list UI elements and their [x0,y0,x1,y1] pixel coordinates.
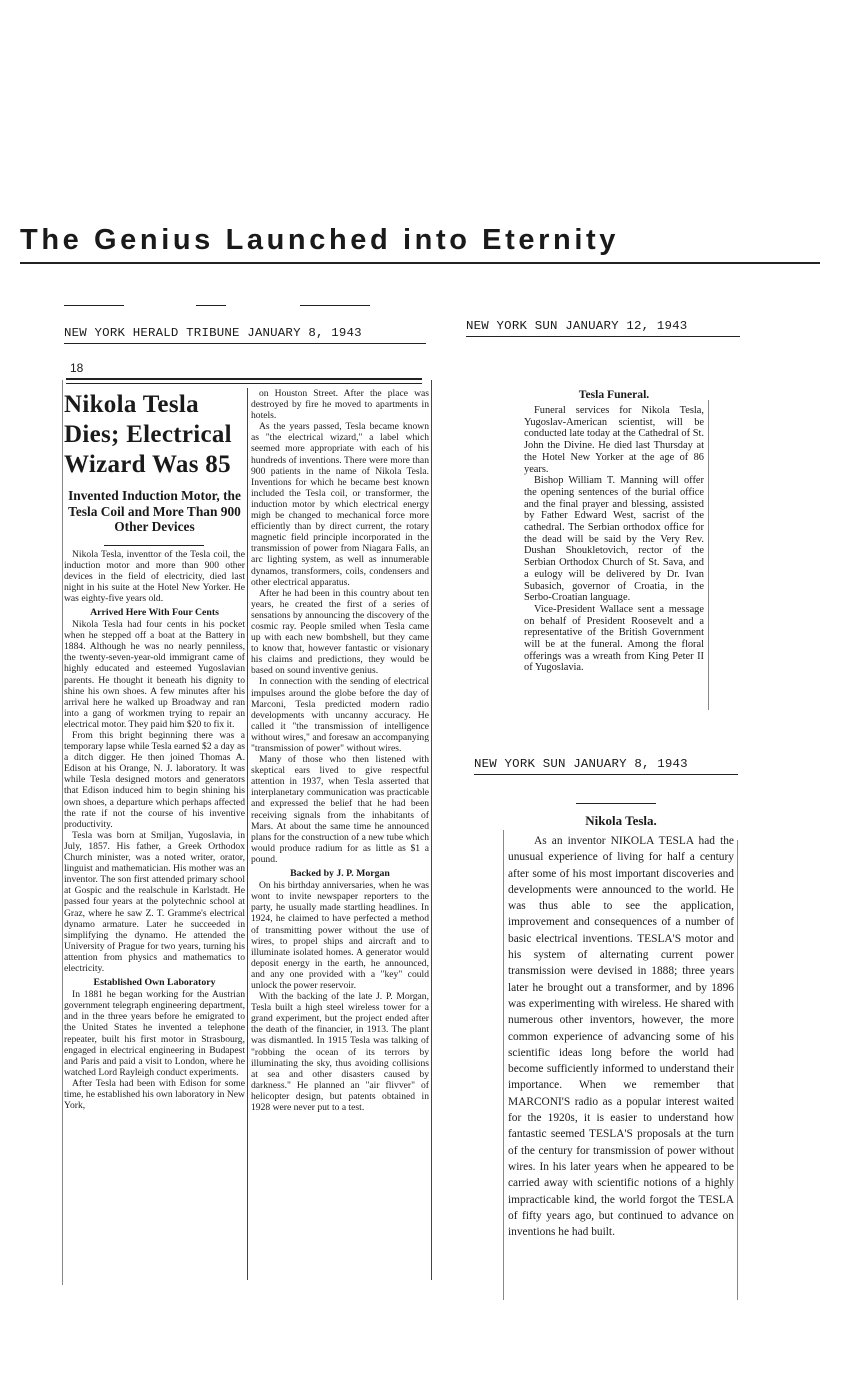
clipping-right-edge [431,380,432,1280]
herald-source-label: NEW YORK HERALD TRIBUNE JANUARY 8, 1943 [64,326,362,340]
paragraph: Nikola Tesla had four cents in his pocket when he stepped off a boat at the Battery in 1884. Although he was no nearly penniless, the twenty-seven-year-old immigrant came of highly educated and esteemed Yugoslavian parents. He thought it beneath his dignity to shine his own shoes. A few minutes after his arrival here he walked up Broadway and ran into a gang of workmen trying to repair an electrical motor. They paid him $20 to fix it. [64,619,245,730]
herald-left-column [64,390,245,1139]
sun-editorial-body [508,833,734,1303]
sun-editorial-clipping [508,813,734,1303]
paragraph: on Houston Street. After the place was destroyed by fire he moved to apartments in hotels. [251,388,429,422]
paragraph: With the backing of the late J. P. Morgan, Tesla built a high steel wireless tower for a grand experiment, but the project ended after the death of the financier, in 1913. The plant was dismantled. In 1915 Tesla was talking of "robbing the ocean of its terrors by illuminating the sky, thus avoiding collisions at sea and other disasters caused by darkness." He planned an "air flivver" of helicopter design, but patents obtained in 1928 were never put to a test. [251,991,429,1113]
deck-rule [104,545,204,546]
paragraph: Vice-President Wallace sent a message on behalf of President Roosevelt and a representative of the British Government will be at the funeral. Among the floral offerings was a wreath from King Peter II of Yugoslavia. [524,603,704,674]
subhead: Established Own Laboratory [93,977,216,989]
sun-funeral-source-underline [466,336,740,337]
paragraph: Bishop William T. Manning will offer the opening sentences of the burial office and the final prayer and blessing, assisted by Father Edward West, sacrist of the cathedral. The Serbian orthodox office for the dead will be said by the Very Rev. Dushan Shoukletovich, rector of the Serbian Orthodox Church of St. Sava, and a eulogy will be delivered by Dr. Ivan Subasich, governor of Croatia, in the Serbo-Croatian language. [524,475,704,604]
paragraph: Tesla was born at Smiljan, Yugoslavia, in July, 1857. His father, a Greek Orthodox Church minister, was a noted writer, orator, linguist and mathematician. His mother was an inventor. The son first attended primary school at Gospic and the realschule in Karlstadt. He passed four years at the polytechnic school at Graz, where he saw Z. T. Gramme's electrical dynamo armature. Later he succeeded in simplifying the dynamo. He attended the University of Prague for two years, turning his attention from physics and mathematics to electricity. [64,829,245,974]
sun-funeral-source-label: NEW YORK SUN JANUARY 12, 1943 [466,319,688,333]
sun-editorial-title: Nikola Tesla. [585,813,657,828]
sun-funeral-title: Tesla Funeral. [578,388,650,401]
sun-funeral-body [524,405,704,723]
paragraph: After he had been in this country about ten years, he created the first of a series of sensations by announcing the discovery of the cosmic ray. People smiled when Tesla came up with each new bombshell, but they came to know that, however fantastic or visionary his claims and predictions, they would be based on sound inventive genius. [251,587,429,677]
herald-article-deck: Invented Induction Motor, the Tesla Coil and More Than 900 Other Devices [68,488,241,534]
sun-funeral-clipping [524,388,704,723]
paragraph: In 1881 he began working for the Austrian government telegraph engineering department, and in the three years before he emigrated to the United States he invented a telephone repeater, built his first motor in Strasbourg, engaged in electrical engineering in Budapest and Paris and paid a visit to London, where he watched Lord Rayleigh conduct experiments. [64,989,245,1078]
subhead: Backed by J. P. Morgan [290,868,390,880]
divider [196,305,226,306]
clipping-right-edge [708,400,709,710]
page-number: 18 [70,361,84,375]
divider [300,305,370,306]
paragraph: Funeral services for Nikola Tesla, Yugoslav-American scientist, will be conducted late today at the Cathedral of St. John the Divine. He died last Thursday at the Hotel New Yorker at the age of 86 years. [524,405,704,475]
paragraph: Many of those who then listened with skeptical ears lived to give respectful attention in 1937, when Tesla asserted that interplanetary communication was practicable and expressed the belief that he had been receiving signals from the inhabitants of Mars. At about the same time he announced plans for the construction of a new tube which would produce radium for as little as $1 a pound. [251,754,429,865]
herald-article-title: Nikola Tesla Dies; Electrical Wizard Was 85 [64,391,232,478]
clipping-left-edge [62,380,63,1285]
sun-editorial-source-underline [474,774,738,775]
paragraph: As an inventor NIKOLA TESLA had the unusual experience of living for half a century after some of his most important discoveries and developments were announced to the world. He was thus able to see the application, improvement and consequences of a number of basic electrical inventions. TESLA'S motor and his system of alternating current power transmission were devised in 1888; three years later he brought out a transformer, and by 1896 was experimenting with wireless. He shared with numerous other inventors, however, the more common experience of advancing some of his scientific ideas long before the world had become sufficiently informed to understand their importance. When we remember that MARCONI'S radio as a popular interest waited for the 1920s, it is easier to understand how fantastic seemed TESLA'S proposals at the turn of the century for transmission of power without wires. In his later years when he appeared to be carried away with scientific notions of a highly impracticable kind, the world forgot the TESLA of fifty years ago, but continued to advance on inventions he had built. [508,835,734,1239]
sun-editorial-source-label: NEW YORK SUN JANUARY 8, 1943 [474,757,688,771]
divider [64,305,124,306]
page-headline: The Genius Launched into Eternity [20,224,619,256]
subhead: Arrived Here With Four Cents [90,606,219,618]
paragraph: After Tesla had been with Edison for some time, he established his own laboratory in New York, [64,1077,245,1112]
clipping-left-edge [503,830,504,1300]
divider [576,803,656,804]
herald-source-underline [64,343,426,344]
paragraph: Nikola Tesla, inventtor of the Tesla coil, the induction motor and more than 900 other devices in the field of electricity, died last night in his suite at the Hotel New Yorker. He was eighty-five years old. [64,548,245,604]
herald-col1-text [64,549,245,1139]
column-divider [247,388,248,1280]
clipping-top-rule-2 [66,383,422,384]
paragraph: From this bright beginning there was a temporary lapse while Tesla earned $2 a day as a ditch digger. He then joined Thomas A. Edison at his Orange, N. J. laboratory. It was while Tesla designed motors and generators that Edison induced him to begin shining his own shoes, a departure which perhaps affected the rate if not the course of his inventive productivity. [64,730,245,830]
paragraph: On his birthday anniversaries, when he was wont to invite newspaper reporters to the party, he usually made startling headlines. In 1924, he claimed to have perfected a method of transmitting power without the use of wires, to propel ships and aircraft and to illuminate isolated homes. A generator would deposit energy in the earth, he announced, and any one provided with a "key" could unlock the power reservoir. [251,880,429,991]
paragraph: As the years passed, Tesla became known as "the electrical wizard," a label which seemed more appropriate with each of his hundreds of inventions. There were more than 900 patients in the name of Nikola Tesla. Inventions for which he became best known included the Tesla coil, or transformer, the induction motor by which electrical energy migh be changed to mechanical force more efficiently than by direct current, the rotary magnetic field principle incorporated in the transmission of power from Niagara Falls, an arc lighting system, as well as innumerable dynamos, transformers, coils, condensers and other electrical apparatus. [251,421,429,588]
paragraph: In connection with the sending of electrical impulses around the globe before the day of Marconi, Tesla predicted modern radio developments with uncanny accuracy. He called it "the transmission of intelligence without wires," and foresaw an accompanying "transmission of power" without wires. [251,676,429,754]
herald-col2-text [251,388,429,1282]
clipping-right-edge [737,840,738,1300]
headline-underline [20,262,820,264]
clipping-top-rule [66,378,422,380]
